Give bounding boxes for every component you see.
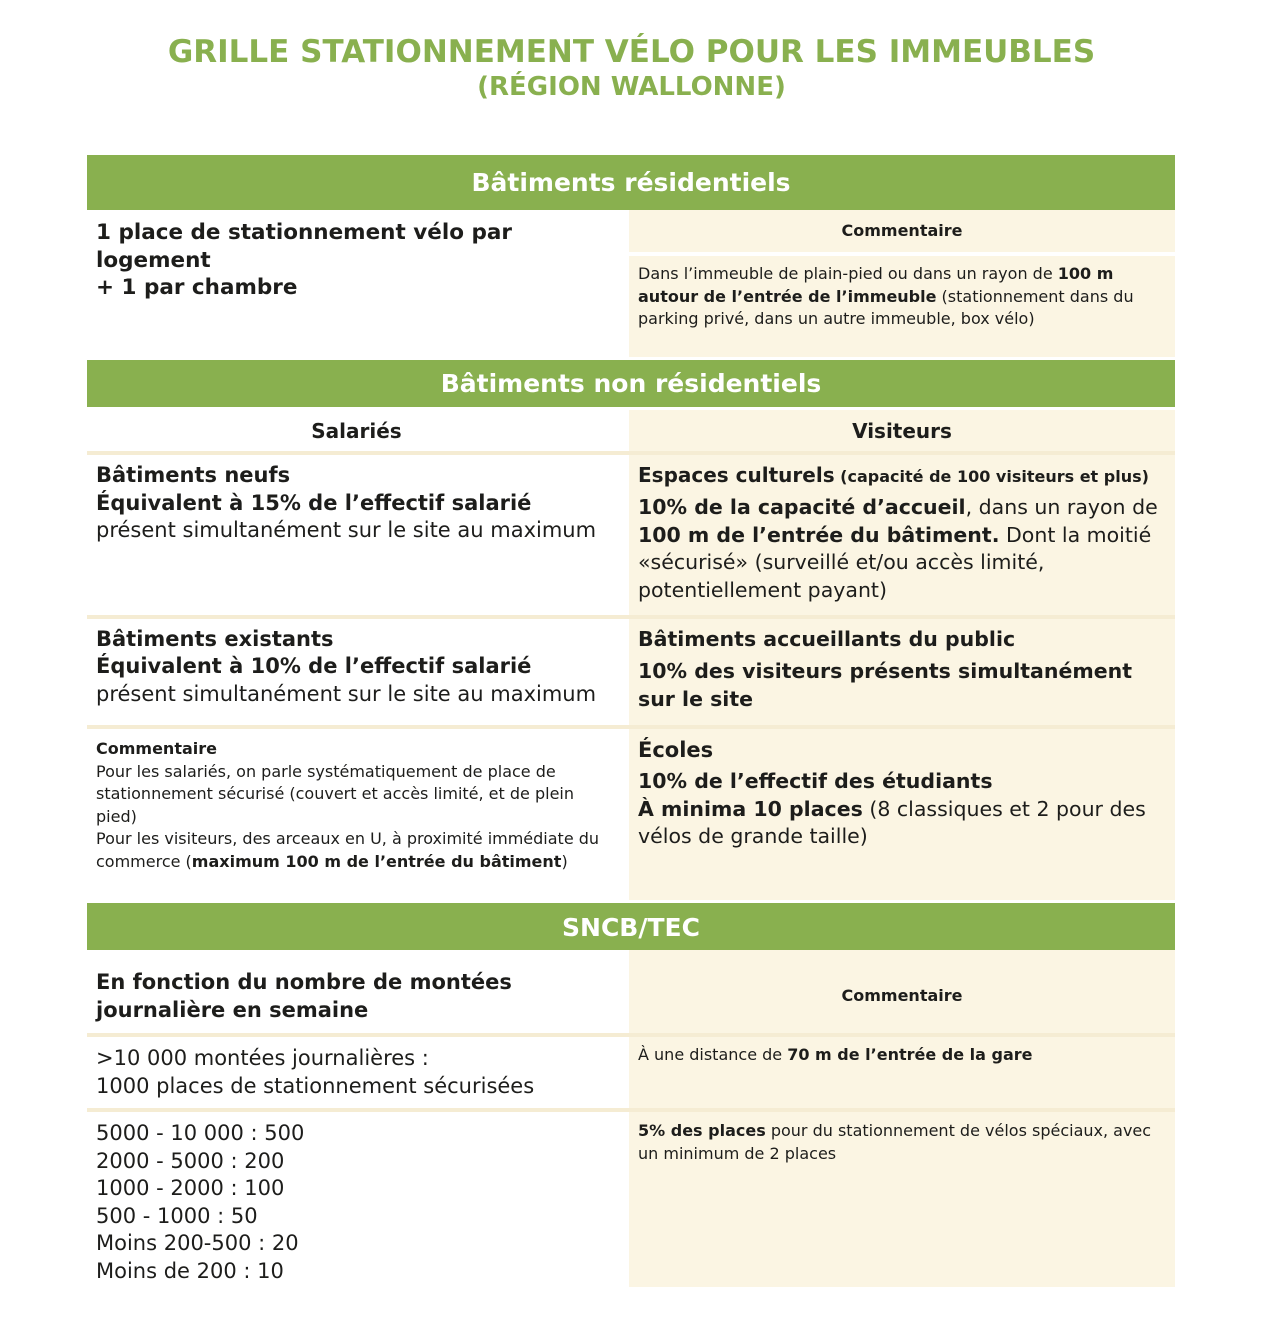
transport-comment-label-cell xyxy=(629,950,1175,1033)
cultural-spaces-cell xyxy=(629,455,1175,615)
transport-comment-label: Commentaire xyxy=(841,986,963,1005)
tier-row: 2000 - 5000 : 200 xyxy=(96,1148,285,1173)
existing-buildings-text: présent simultanément sur le site au maximum xyxy=(96,681,597,706)
residential-comment xyxy=(629,256,1175,357)
col-visitors-label: Visiteurs xyxy=(852,419,952,443)
distance-pre: À une distance de xyxy=(638,1045,788,1064)
comment-visitors: Pour les visiteurs, des arceaux en U, à proximité immédiate du commerce ( xyxy=(96,829,600,871)
cultural-text1: , dans un rayon de xyxy=(965,495,1158,519)
tier-row: Moins de 200 : 10 xyxy=(96,1258,284,1283)
cultural-title-note: (capacité de 100 visiteurs et plus) xyxy=(834,467,1149,486)
schools-minimum-text: (8 classiques et 2 pour des vélos de grande taille) xyxy=(638,796,1146,848)
new-buildings-cell xyxy=(87,455,626,615)
comment-visitors-distance: maximum 100 m de l’entrée du bâtiment xyxy=(191,851,562,871)
page-title: GRILLE STATIONNEMENT VÉLO POUR LES IMMEUBLES xyxy=(167,34,1096,70)
transport-intro-line2: journalière en semaine xyxy=(96,998,369,1022)
transport-intro xyxy=(87,962,626,1033)
tier-row: Moins 200-500 : 20 xyxy=(96,1231,299,1255)
tier-row: 1000 - 2000 : 100 xyxy=(96,1176,285,1200)
residential-header: Bâtiments résidentiels xyxy=(87,155,1175,210)
page-subtitle: (RÉGION WALLONNE) xyxy=(477,72,786,102)
transport-special-bikes xyxy=(629,1112,1175,1287)
cultural-text2: Dont la moitié «sécurisé» (surveillé et/ou accès limité, potentiellement payant) xyxy=(638,522,1152,602)
new-buildings-title: Bâtiments neufs xyxy=(96,463,291,487)
residential-comment-pre: Dans l’immeuble de plain-pied ou dans un rayon de xyxy=(638,264,1058,283)
special-bold: 5% des places xyxy=(638,1121,766,1140)
cultural-title: Espaces culturels xyxy=(638,463,835,487)
non-residential-header: Bâtiments non résidentiels xyxy=(87,360,1175,407)
schools-ratio: 10% de l’effectif des étudiants xyxy=(638,769,993,793)
existing-buildings-title: Bâtiments existants xyxy=(96,627,334,651)
large-station-line2: 1000 places de stationnement sécurisées xyxy=(96,1073,535,1098)
existing-buildings-ratio: Équivalent à 10% de l’effectif salarié xyxy=(96,654,532,678)
distance-bold: 70 m de l’entrée de la gare xyxy=(787,1045,1033,1064)
existing-buildings-cell xyxy=(87,619,626,725)
residential-rule-line1: 1 place de stationnement vélo par logement xyxy=(96,220,512,273)
tier-row: 5000 - 10 000 : 500 xyxy=(96,1121,305,1145)
schools-title: Écoles xyxy=(638,738,714,762)
cultural-ratio: 10% de la capacité d’accueil xyxy=(638,495,966,519)
col-header-employees xyxy=(87,410,626,451)
residential-comment-bold: 100 m autour de l’entrée de l’immeuble xyxy=(638,264,1114,306)
transport-header: SNCB/TEC xyxy=(87,903,1175,950)
transport-large-station xyxy=(87,1037,626,1108)
new-buildings-text: présent simultanément sur le site au maximum xyxy=(96,518,597,542)
transport-tiers xyxy=(87,1112,626,1287)
schools-cell xyxy=(629,729,1175,900)
col-employees-label: Salariés xyxy=(311,419,402,443)
non-residential-comment-cell xyxy=(87,729,626,900)
transport-intro-line1: En fonction du nombre de montées xyxy=(96,970,512,994)
residential-comment-post: (stationnement dans du parking privé, dans un autre immeuble, box vélo) xyxy=(638,286,1134,328)
cultural-distance: 100 m de l’entrée du bâtiment. xyxy=(638,522,1000,547)
large-station-line1: >10 000 montées journalières : xyxy=(96,1046,429,1070)
residential-rule xyxy=(87,210,626,357)
comment-label: Commentaire xyxy=(841,221,963,240)
comment-employees: Pour les salariés, on parle systématiquement de place de stationnement sécurisé (couvert et accès limité, et de plein pied) xyxy=(96,761,574,826)
public-buildings-cell xyxy=(629,619,1175,725)
transport-distance xyxy=(629,1037,1175,1108)
residential-rule-line2: + 1 par chambre xyxy=(96,275,298,300)
public-title: Bâtiments accueillants du public xyxy=(638,627,1016,651)
col-header-visitors xyxy=(629,410,1175,451)
tier-row: 500 - 1000 : 50 xyxy=(96,1203,258,1228)
comment-visitors-end: ) xyxy=(561,851,568,871)
new-buildings-ratio: Équivalent à 15% de l’effectif salarié xyxy=(96,490,532,515)
public-ratio: 10% des visiteurs présents simultanément sur le site xyxy=(638,659,1133,711)
special-text: pour du stationnement de vélos spéciaux, avec un minimum de 2 places xyxy=(638,1121,1152,1163)
schools-minimum: À minima 10 places xyxy=(638,796,863,821)
non-residential-comment-label: Commentaire xyxy=(96,739,217,758)
residential-comment-label xyxy=(629,210,1175,252)
